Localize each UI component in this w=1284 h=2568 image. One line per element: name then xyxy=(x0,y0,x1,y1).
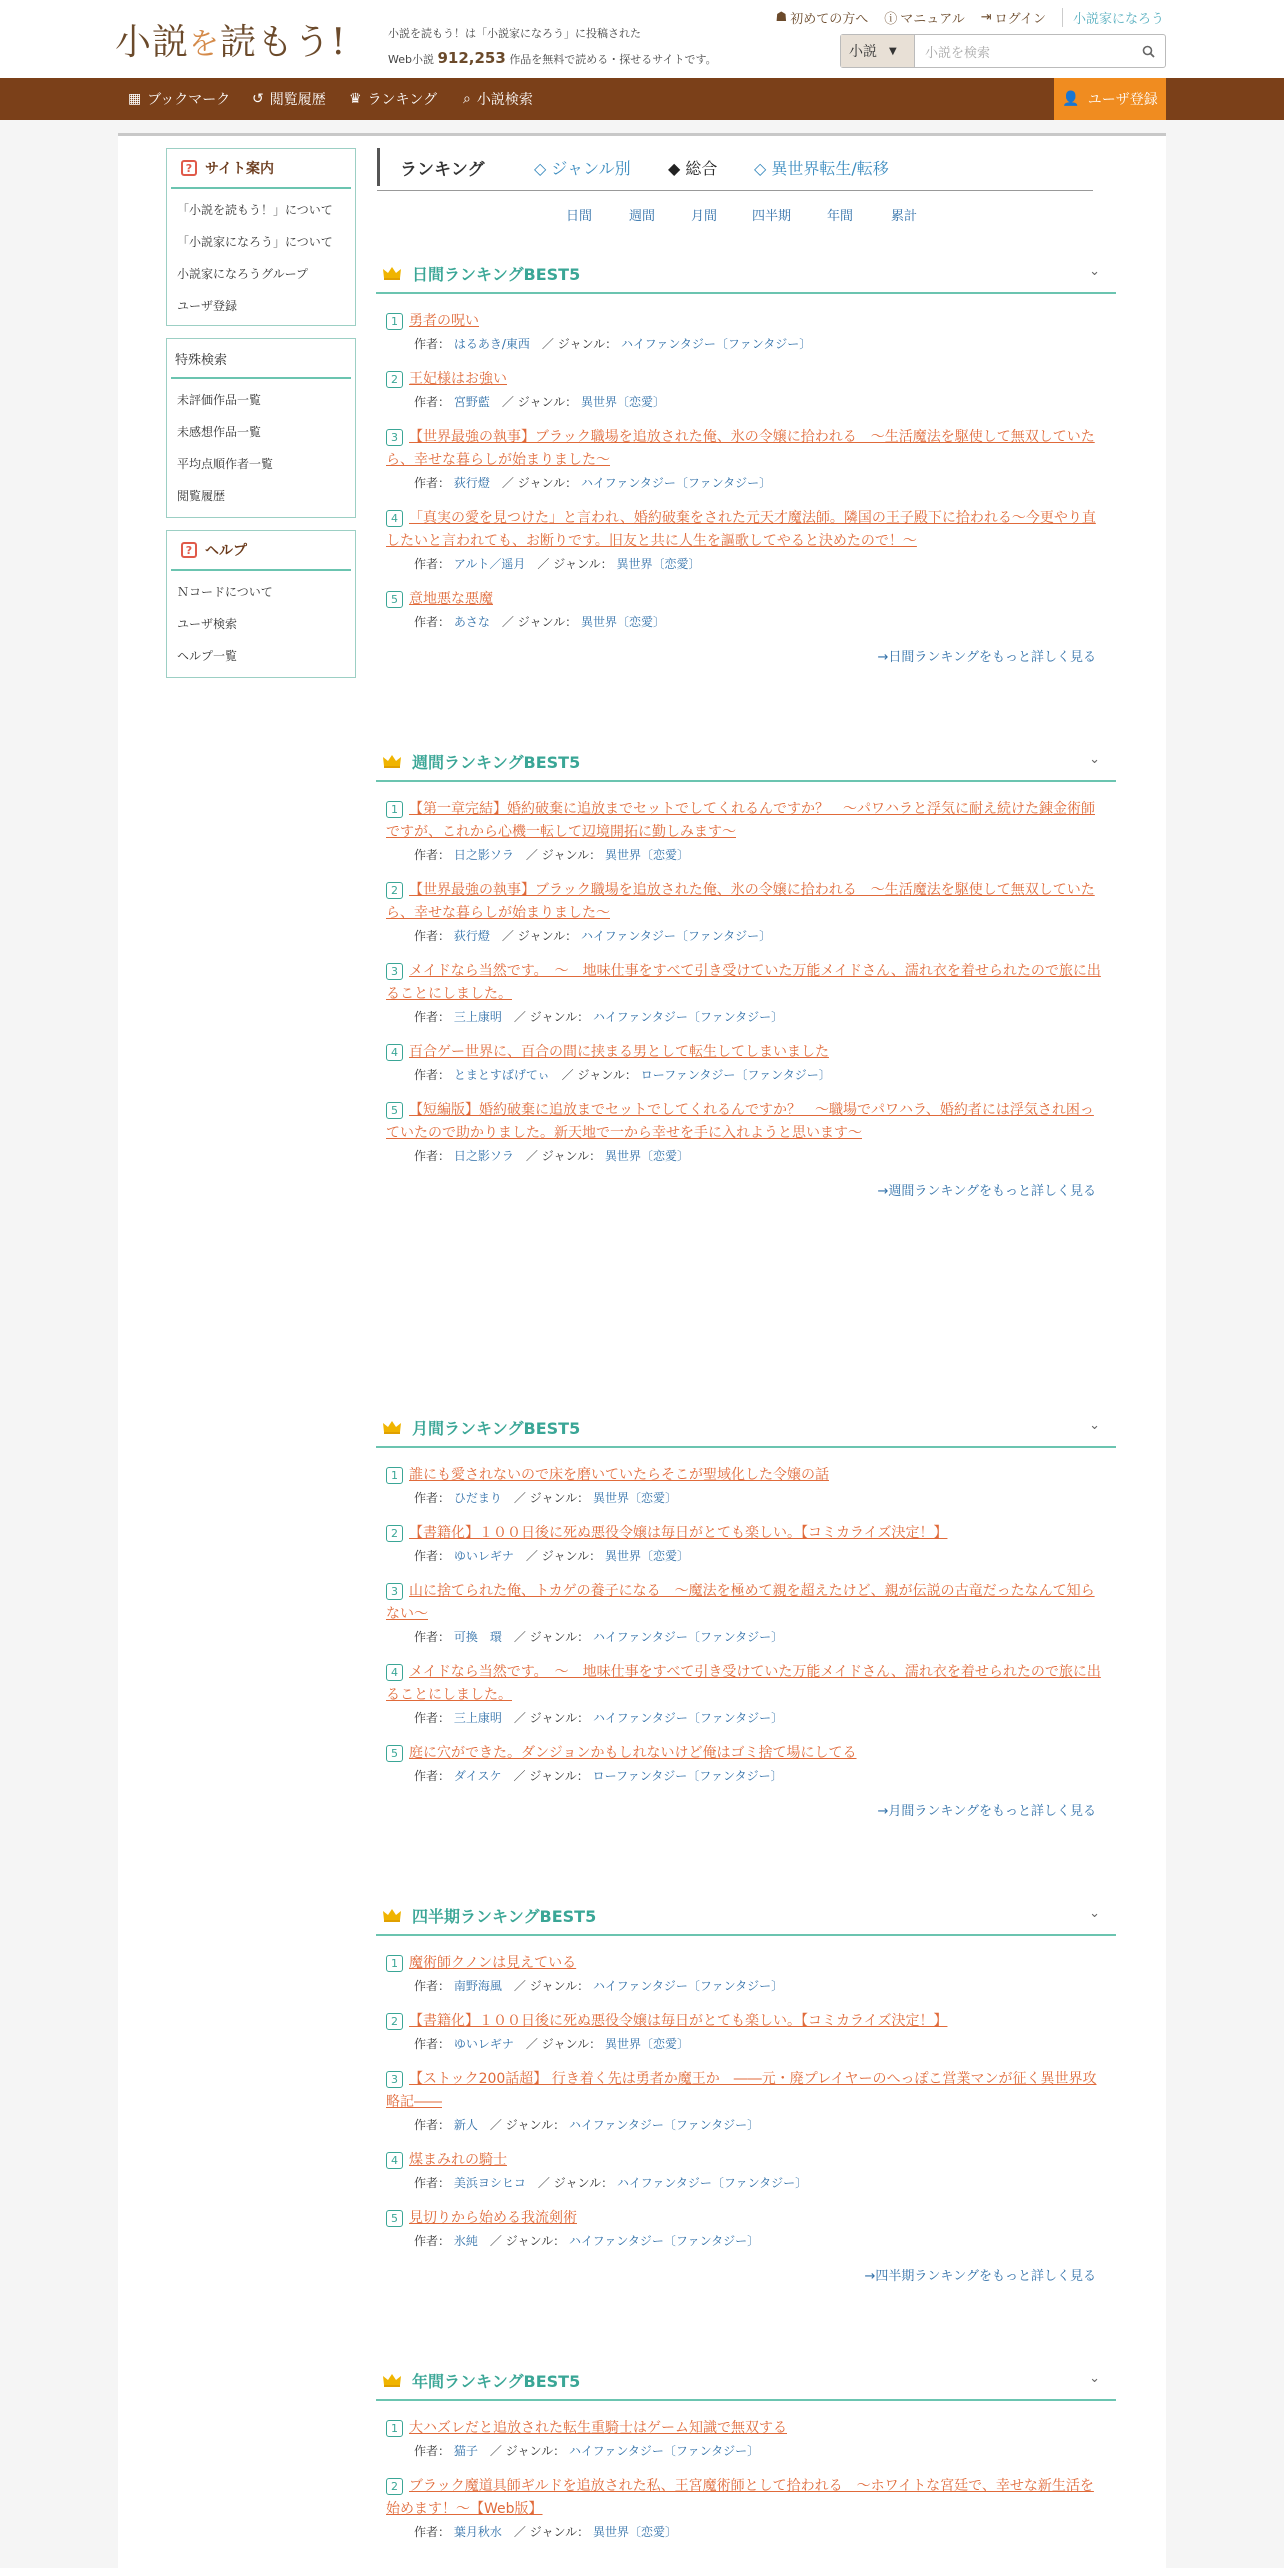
question-icon: ? xyxy=(181,160,197,176)
novel-count: 912,253 xyxy=(437,49,506,67)
period-yearly[interactable]: 年間 xyxy=(827,209,854,224)
ranking-entry xyxy=(386,2417,1106,2461)
author-label: 作者： xyxy=(414,1010,451,1024)
search-icon: ⌕ xyxy=(463,91,471,107)
tagline-line2: Web小説 912,253 作品を無料で読める・探せるサイトです。 xyxy=(388,49,717,67)
sidebar-item-average-score[interactable]: 平均点順作者一覧 xyxy=(177,456,274,471)
genre-label: ／ ジャンル： xyxy=(489,2444,566,2458)
entry-meta xyxy=(386,1976,1106,1996)
genre-link[interactable]: ハイファンタジー〔ファンタジー〕 xyxy=(580,476,772,490)
entry-meta xyxy=(386,1146,1106,1166)
author-label: 作者： xyxy=(414,1711,451,1725)
author-label: 作者： xyxy=(414,2444,451,2458)
author-label: 作者： xyxy=(414,476,451,490)
author-link[interactable]: ゆいレギナ xyxy=(453,1549,514,1563)
genre-link[interactable]: ハイファンタジー〔ファンタジー〕 xyxy=(592,1979,784,1993)
entry-meta xyxy=(386,334,1106,354)
author-label: 作者： xyxy=(414,1769,451,1783)
entry-meta xyxy=(386,1546,1106,1566)
genre-link[interactable]: ハイファンタジー〔ファンタジー〕 xyxy=(592,1010,784,1024)
genre-label: ／ ジャンル： xyxy=(501,615,578,629)
period-monthly[interactable]: 月間 xyxy=(691,209,718,224)
author-label: 作者： xyxy=(414,615,451,629)
novel-title-link[interactable]: 誰にも愛されないので床を磨いていたらそこが聖域化した令嬢の話 xyxy=(409,1467,829,1483)
genre-label: ／ ジャンル： xyxy=(541,337,618,351)
rank-number-badge: 2 xyxy=(386,2013,403,2030)
main-nav xyxy=(0,78,1284,120)
top-links xyxy=(776,8,1164,27)
login-icon: ⇥ xyxy=(980,10,992,25)
login-link[interactable]: ⇥ ログイン xyxy=(980,10,1046,27)
section-title: 四半期ランキングBEST5 xyxy=(412,1906,597,1926)
section-title: 週間ランキングBEST5 xyxy=(412,752,581,772)
author-label: 作者： xyxy=(414,2525,451,2539)
genre-label: ／ ジャンル： xyxy=(513,1769,589,1783)
author-label: 作者： xyxy=(414,337,451,351)
tab-overall[interactable]: ◆ 総合 xyxy=(668,159,718,178)
genre-link[interactable]: 異世界〔恋愛〕 xyxy=(604,848,689,862)
novel-title-link[interactable]: 【世界最強の執事】ブラック職場を追放された俺、氷の令嬢に拾われる ～生活魔法を駆使して無双していたら、幸せな暮らしが始まりました～ xyxy=(386,882,1095,921)
author-label: 作者： xyxy=(414,395,451,409)
list-icon: ▦ xyxy=(128,91,142,107)
genre-link[interactable]: ハイファンタジー〔ファンタジー〕 xyxy=(592,1630,784,1644)
sidebar-item-about-yomou[interactable]: 「小説を読もう！」について xyxy=(177,202,333,217)
author-label: 作者： xyxy=(414,557,451,571)
genre-label: ／ ジャンル： xyxy=(513,1711,590,1725)
genre-link[interactable]: ハイファンタジー〔ファンタジー〕 xyxy=(568,2444,760,2458)
genre-link[interactable]: 異世界〔恋愛〕 xyxy=(580,395,665,409)
genre-label: ／ ジャンル： xyxy=(513,1491,590,1505)
author-label: 作者： xyxy=(414,1149,451,1163)
register-button[interactable]: 👤 ユーザ登録 xyxy=(1054,78,1166,120)
sidebar-item-history[interactable]: 閲覧履歴 xyxy=(177,488,226,503)
genre-link[interactable]: ローファンタジー〔ファンタジー〕 xyxy=(592,1769,783,1783)
sidebar-item-user-search[interactable]: ユーザ検索 xyxy=(177,616,238,631)
entry-meta xyxy=(386,1627,1106,1647)
genre-link[interactable]: 異世界〔恋愛〕 xyxy=(592,1491,677,1505)
genre-link[interactable]: ハイファンタジー〔ファンタジー〕 xyxy=(568,2118,760,2132)
novel-title-link[interactable]: 魔術師クノンは見えている xyxy=(409,1955,577,1971)
author-label: 作者： xyxy=(414,1979,451,1993)
author-label: 作者： xyxy=(414,2234,451,2248)
ranking-title: ランキング xyxy=(377,148,485,186)
sidebar-help-title: ? ヘルプ xyxy=(171,531,351,571)
genre-link[interactable]: ハイファンタジー〔ファンタジー〕 xyxy=(580,929,772,943)
genre-link[interactable]: ハイファンタジー〔ファンタジー〕 xyxy=(592,1711,784,1725)
author-link[interactable]: 荻行燈 xyxy=(453,476,490,490)
sidebar-help xyxy=(166,530,356,678)
ranking-entry xyxy=(386,1522,1106,1566)
author-link[interactable]: 三上康明 xyxy=(453,1010,502,1024)
genre-link[interactable]: 異世界〔恋愛〕 xyxy=(616,557,701,571)
genre-label: ／ ジャンル： xyxy=(537,557,613,571)
more-ranking-link[interactable]: →週間ランキングをもっと詳しく見る xyxy=(877,1184,1096,1199)
novel-title-link[interactable]: 見切りから始める我流剣術 xyxy=(409,2210,577,2226)
tab-isekai[interactable]: ◇ 異世界転生/転移 xyxy=(754,159,889,178)
rank-number-badge: 3 xyxy=(386,2071,403,2088)
ranking-entry xyxy=(386,1464,1106,1508)
chevron-down-icon[interactable]: ⌄ xyxy=(1089,752,1100,767)
author-label: 作者： xyxy=(414,929,451,943)
genre-label: ／ ジャンル： xyxy=(513,1010,590,1024)
author-link[interactable]: 氷純 xyxy=(453,2234,478,2248)
novel-title-link[interactable]: 【世界最強の執事】ブラック職場を追放された俺、氷の令嬢に拾われる ～生活魔法を駆使して無双していたら、幸せな暮らしが始まりました～ xyxy=(386,429,1095,468)
section-header[interactable] xyxy=(376,2361,1116,2401)
period-weekly[interactable]: 週間 xyxy=(629,209,656,224)
sidebar-item-register[interactable]: ユーザ登録 xyxy=(177,298,238,313)
search-input[interactable]: 小説を検索 xyxy=(925,45,991,61)
section-header[interactable] xyxy=(376,742,1116,782)
rank-number-badge: 3 xyxy=(386,1583,403,1600)
ranking-entry xyxy=(386,798,1106,865)
rank-number-badge: 4 xyxy=(386,510,403,527)
sidebar-item-no-impressions[interactable]: 未感想作品一覧 xyxy=(177,424,262,439)
entry-meta xyxy=(386,2034,1106,2054)
ranking-section-yearly xyxy=(376,2361,1116,2556)
site-tagline xyxy=(388,22,717,72)
rank-number-badge: 5 xyxy=(386,2210,403,2227)
ranking-entry xyxy=(386,1580,1106,1647)
more-ranking-link[interactable]: →四半期ランキングをもっと詳しく見る xyxy=(864,2269,1096,2284)
rank-number-badge: 3 xyxy=(386,429,403,446)
sidebar-guide-title: ? サイト案内 xyxy=(171,149,351,189)
ranking-entry xyxy=(386,2010,1106,2054)
author-link[interactable]: 荻行燈 xyxy=(453,929,490,943)
ranking-entry xyxy=(386,879,1106,946)
ranking-entry xyxy=(386,426,1106,493)
genre-link[interactable]: 異世界〔恋愛〕 xyxy=(604,1549,689,1563)
rank-number-badge: 4 xyxy=(386,1664,403,1681)
entry-meta xyxy=(386,554,1106,574)
section-title: 日間ランキングBEST5 xyxy=(412,264,581,284)
user-icon: 👤 xyxy=(1062,91,1080,107)
genre-link[interactable]: ローファンタジー〔ファンタジー〕 xyxy=(640,1068,831,1082)
author-link[interactable]: 可換 環 xyxy=(453,1630,502,1644)
novel-title-link[interactable]: 【書籍化】１００日後に死ぬ悪役令嬢は毎日がとても楽しい。【コミカライズ決定！】 xyxy=(409,1525,948,1541)
crown-icon xyxy=(382,265,402,281)
novel-title-link[interactable]: メイドなら当然です。 〜 地味仕事をすべて引き受けていた万能メイドさん、濡れ衣を着せられたので旅に出ることにしました。 xyxy=(386,963,1101,1002)
author-link[interactable]: 新人 xyxy=(453,2118,478,2132)
novel-title-link[interactable]: 百合ゲー世界に、百合の間に挟まる男として転生してしまいました xyxy=(409,1044,829,1060)
ranking-section-monthly xyxy=(376,1408,1116,1819)
author-label: 作者： xyxy=(414,2037,451,2051)
tagline-line1: 小説を読もう！は「小説家になろう」に投稿された xyxy=(388,27,641,40)
sidebar-special-search xyxy=(166,338,356,518)
author-link[interactable]: アルト／遥月 xyxy=(453,557,526,571)
author-link[interactable]: 日之影ソラ xyxy=(453,1149,514,1163)
author-link[interactable]: 三上康明 xyxy=(453,1711,502,1725)
chevron-down-icon[interactable]: ⌄ xyxy=(1089,264,1100,279)
novel-title-link[interactable]: メイドなら当然です。 〜 地味仕事をすべて引き受けていた万能メイドさん、濡れ衣を着せられたので旅に出ることにしました。 xyxy=(386,1664,1101,1703)
rank-number-badge: 1 xyxy=(386,801,403,818)
rank-number-badge: 5 xyxy=(386,1745,403,1762)
section-header[interactable] xyxy=(376,1408,1116,1448)
genre-link[interactable]: ハイファンタジー〔ファンタジー〕 xyxy=(621,337,812,351)
entry-meta xyxy=(386,1007,1106,1027)
genre-label: ／ ジャンル： xyxy=(513,1979,590,1993)
novel-title-link[interactable]: 王妃様はお強い xyxy=(409,371,507,387)
novel-title-link[interactable]: 【第一章完結】婚約破棄に追放までセットでしてくれるんですか？ ～パワハラと浮気に耐え続けた錬金術師ですが、これから心機一転して辺境開拓に勤しみます～ xyxy=(386,801,1095,840)
rank-number-badge: 2 xyxy=(386,1525,403,1542)
entry-meta xyxy=(386,926,1106,946)
author-link[interactable]: はるあき/東西 xyxy=(453,337,530,351)
entry-meta xyxy=(386,2173,1106,2193)
author-label: 作者： xyxy=(414,1068,451,1082)
crown-icon: ♛ xyxy=(349,91,362,107)
help-circle-icon: ⓘ xyxy=(884,12,898,27)
sidebar-item-about-narou[interactable]: 「小説家になろう」について xyxy=(177,234,333,249)
chevron-down-icon[interactable]: ⌄ xyxy=(1089,1418,1100,1433)
history-icon: ↺ xyxy=(252,91,264,107)
entry-meta xyxy=(386,1766,1106,1786)
entry-meta xyxy=(386,392,1106,412)
author-link[interactable]: ひだまり xyxy=(453,1491,502,1505)
genre-label: ／ ジャンル： xyxy=(501,395,578,409)
entry-meta xyxy=(386,2115,1106,2135)
ranking-entry xyxy=(386,1041,1106,1085)
syosetu-brand-link[interactable]: 小説家になろう xyxy=(1062,8,1164,27)
nav-search[interactable]: ⌕ 小説検索 xyxy=(463,91,533,108)
genre-label: ／ ジャンル： xyxy=(513,1630,590,1644)
sidebar-item-ncode[interactable]: Ｎコードについて xyxy=(177,584,273,599)
entry-meta xyxy=(386,1065,1106,1085)
novel-title-link[interactable]: 庭に穴ができた。ダンジョンかもしれないけど俺はゴミ捨て場にしてる xyxy=(409,1745,857,1761)
rank-number-badge: 1 xyxy=(386,2420,403,2437)
sidebar-item-help-list[interactable]: ヘルプ一覧 xyxy=(177,648,238,663)
entry-meta xyxy=(386,1708,1106,1728)
genre-label: ／ ジャンル： xyxy=(525,1149,602,1163)
site-header xyxy=(0,0,1284,78)
ranking-entry xyxy=(386,507,1106,574)
author-link[interactable]: とまとすばげてぃ xyxy=(453,1068,550,1082)
novel-title-link[interactable]: 「真実の愛を見つけた」と言われ、婚約破棄をされた元天才魔法師。隣国の王子殿下に拾われる〜今更やり直したいと言われても、お断りです。旧友と共に人生を謳歌してやると決めたので！〜 xyxy=(386,510,1096,549)
period-total[interactable]: 累計 xyxy=(891,209,918,224)
period-daily[interactable]: 日間 xyxy=(566,209,593,224)
sidebar-guide xyxy=(166,148,356,326)
rank-number-badge: 3 xyxy=(386,963,403,980)
chevron-down-icon[interactable]: ⌄ xyxy=(1089,2371,1100,2386)
ranking-entry xyxy=(386,1952,1106,1996)
author-link[interactable]: ゆいレギナ xyxy=(453,2037,514,2051)
ranking-entry xyxy=(386,2068,1106,2135)
genre-label: ／ ジャンル： xyxy=(501,929,578,943)
genre-link[interactable]: 異世界〔恋愛〕 xyxy=(604,1149,689,1163)
rank-number-badge: 4 xyxy=(386,1044,403,1061)
author-label: 作者： xyxy=(414,2118,451,2132)
ranking-entry xyxy=(386,1661,1106,1728)
author-link[interactable]: ダイスケ xyxy=(453,1769,502,1783)
author-link[interactable]: 日之影ソラ xyxy=(453,848,514,862)
site-logo[interactable]: 小説を読もう! xyxy=(115,22,347,63)
genre-label: ／ ジャンル： xyxy=(561,1068,637,1082)
genre-label: ／ ジャンル： xyxy=(489,2118,566,2132)
genre-link[interactable]: 異世界〔恋愛〕 xyxy=(604,2037,689,2051)
section-title: 月間ランキングBEST5 xyxy=(412,1418,581,1438)
genre-label: ／ ジャンル： xyxy=(489,2234,566,2248)
entry-meta xyxy=(386,2231,1106,2251)
ranking-entry xyxy=(386,2149,1106,2193)
entry-meta xyxy=(386,612,1106,632)
book-icon: ☗ xyxy=(775,10,788,25)
novel-title-link[interactable]: 煤まみれの騎士 xyxy=(409,2152,507,2168)
novel-title-link[interactable]: ブラック魔道具師ギルドを追放された私、王宮魔術師として拾われる ～ホワイトな宮廷で、幸せな新生活を始めます！～【Web版】 xyxy=(386,2478,1094,2517)
rank-number-badge: 1 xyxy=(386,313,403,330)
entry-meta xyxy=(386,845,1106,865)
rank-number-badge: 2 xyxy=(386,882,403,899)
question-icon: ? xyxy=(181,542,197,558)
crown-icon xyxy=(382,2372,402,2388)
ranking-entry xyxy=(386,1099,1106,1166)
genre-link[interactable]: 異世界〔恋愛〕 xyxy=(592,2525,677,2539)
author-label: 作者： xyxy=(414,1549,451,1563)
tab-genre[interactable]: ◇ ジャンル別 xyxy=(534,159,631,178)
crown-icon xyxy=(382,1907,402,1923)
search-type-select[interactable]: 小説 ▼ xyxy=(841,35,915,67)
ranking-section-daily xyxy=(376,254,1116,665)
novel-title-link[interactable]: 【短編版】婚約破棄に追放までセットでしてくれるんですか？ ～職場でパワハラ、婚約者には浮気され困っていたので助かりました。新天地で一から幸せを手に入れようと思います～ xyxy=(386,1102,1094,1141)
more-ranking-link[interactable]: →月間ランキングをもっと詳しく見る xyxy=(877,1804,1096,1819)
tab-underline xyxy=(377,190,1093,191)
novel-title-link[interactable]: 【書籍化】１００日後に死ぬ悪役令嬢は毎日がとても楽しい。【コミカライズ決定！】 xyxy=(409,2013,948,2029)
rank-number-badge: 2 xyxy=(386,2478,403,2495)
rank-number-badge: 5 xyxy=(386,1102,403,1119)
rank-number-badge: 1 xyxy=(386,1467,403,1484)
novel-title-link[interactable]: 意地悪な悪魔 xyxy=(409,591,493,607)
author-label: 作者： xyxy=(414,1630,451,1644)
search-icon xyxy=(1142,45,1155,58)
author-link[interactable]: あさな xyxy=(453,615,490,629)
entry-meta xyxy=(386,2522,1106,2542)
nav-history[interactable]: ↺ 閲覧履歴 xyxy=(252,91,326,108)
sidebar-item-unrated[interactable]: 未評価作品一覧 xyxy=(177,392,262,407)
nav-bookmark[interactable]: ▦ ブックマーク xyxy=(128,91,231,108)
genre-label: ／ ジャンル： xyxy=(525,2037,602,2051)
novel-title-link[interactable]: 大ハズレだと追放された転生重騎士はゲーム知識で無双する xyxy=(409,2420,787,2436)
search-form xyxy=(840,34,1166,68)
ranking-section-quarterly xyxy=(376,1896,1116,2284)
section-header[interactable] xyxy=(376,1896,1116,1936)
caret-down-icon: ▼ xyxy=(889,45,897,57)
novel-title-link[interactable]: 勇者の呪い xyxy=(409,313,479,329)
genre-label: ／ ジャンル： xyxy=(525,848,602,862)
ranking-entry xyxy=(386,960,1106,1027)
novel-title-link[interactable]: 山に捨てられた俺、トカゲの養子になる 〜魔法を極めて親を超えたけど、親が伝説の古竜だったなんて知らない〜 xyxy=(386,1583,1095,1622)
manual-link[interactable]: ⓘ マニュアル xyxy=(884,8,965,27)
rank-number-badge: 5 xyxy=(386,591,403,608)
genre-label: ／ ジャンル： xyxy=(537,2176,614,2190)
nav-ranking[interactable]: ♛ ランキング xyxy=(349,91,438,108)
genre-link[interactable]: 異世界〔恋愛〕 xyxy=(580,615,665,629)
author-link[interactable]: 葉月秋水 xyxy=(453,2525,502,2539)
ranking-entry xyxy=(386,2207,1106,2251)
ranking-section-weekly xyxy=(376,742,1116,1199)
author-label: 作者： xyxy=(414,848,451,862)
entry-meta xyxy=(386,2441,1106,2461)
author-label: 作者： xyxy=(414,1491,451,1505)
ranking-entry xyxy=(386,1742,1106,1786)
author-link[interactable]: 宮野藍 xyxy=(453,395,490,409)
ranking-entry xyxy=(386,368,1106,412)
sidebar-special-title: 特殊検索 xyxy=(171,339,351,379)
author-link[interactable]: 猫子 xyxy=(453,2444,478,2458)
first-time-link[interactable]: ☗ 初めての方へ xyxy=(775,10,869,27)
genre-label: ／ ジャンル： xyxy=(525,1549,602,1563)
section-title: 年間ランキングBEST5 xyxy=(412,2371,581,2391)
rank-number-badge: 1 xyxy=(386,1955,403,1972)
novel-title-link[interactable]: 【ストック200話超】 行き着く先は勇者か魔王か ――元・廃プレイヤーのへっぽこ営業マンが征く異世界攻略記―― xyxy=(386,2071,1097,2110)
section-header[interactable] xyxy=(376,254,1116,294)
main-container xyxy=(118,136,1166,2568)
more-ranking-link[interactable]: →日間ランキングをもっと詳しく見る xyxy=(877,650,1096,665)
chevron-down-icon[interactable]: ⌄ xyxy=(1089,1906,1100,1921)
entry-meta xyxy=(386,1488,1106,1508)
genre-label: ／ ジャンル： xyxy=(513,2525,590,2539)
period-quarterly[interactable]: 四半期 xyxy=(752,209,792,224)
genre-label: ／ ジャンル： xyxy=(501,476,578,490)
rank-number-badge: 4 xyxy=(386,2152,403,2169)
entry-meta xyxy=(386,473,1106,493)
genre-link[interactable]: ハイファンタジー〔ファンタジー〕 xyxy=(568,2234,760,2248)
author-link[interactable]: 美浜ヨシヒコ xyxy=(453,2176,526,2190)
genre-link[interactable]: ハイファンタジー〔ファンタジー〕 xyxy=(616,2176,808,2190)
ranking-entry xyxy=(386,310,1106,354)
sidebar-item-group[interactable]: 小説家になろうグループ xyxy=(177,266,309,281)
rank-number-badge: 2 xyxy=(386,371,403,388)
author-label: 作者： xyxy=(414,2176,451,2190)
search-button[interactable] xyxy=(1131,35,1165,67)
crown-icon xyxy=(382,1419,402,1435)
crown-icon xyxy=(382,753,402,769)
ranking-entry xyxy=(386,588,1106,632)
ranking-entry xyxy=(386,2475,1106,2542)
author-link[interactable]: 南野海風 xyxy=(453,1979,502,1993)
